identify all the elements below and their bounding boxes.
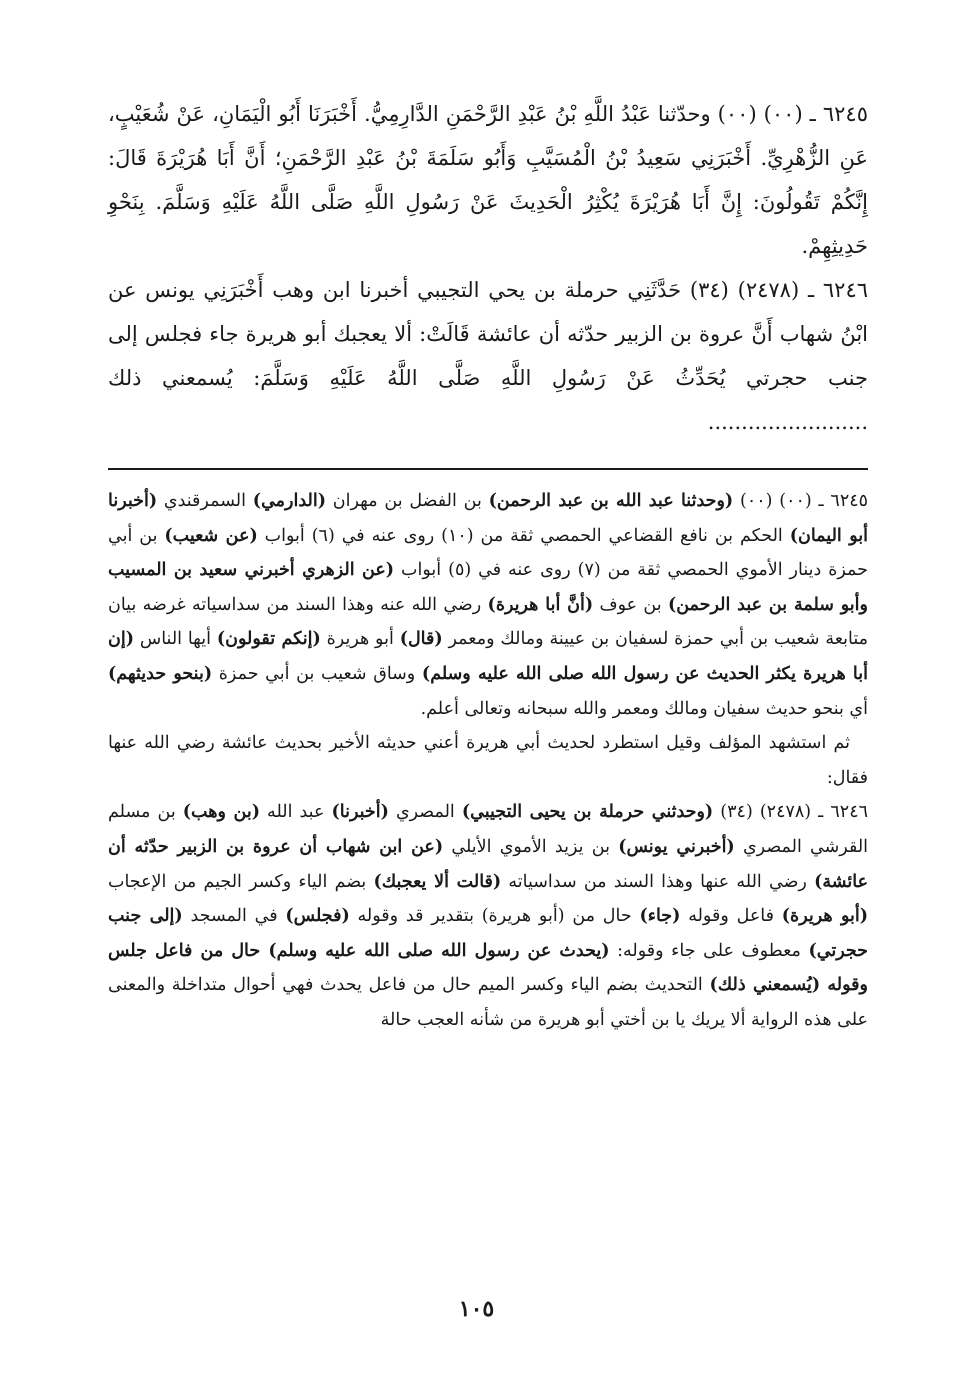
commentary-text: رضي الله عنه وهذا السند من سداسياته غرضه بيان متابعة شعيب بن أبي حمزة لسفيان بن عيينة ومالك ومعمر	[108, 594, 869, 650]
commentary-quote: (وحدثني حرملة بن يحيى التجيبي)	[461, 802, 714, 823]
commentary-text: بن مسلم القرشي المصري	[108, 802, 869, 857]
commentary-quote: (إنكم تقولون)	[216, 629, 321, 650]
commentary-text: حال من (أبو هريرة) بتقدير قد وقوله	[349, 906, 640, 927]
commentary-quote: (فجلس)	[285, 906, 350, 927]
commentary-section	[108, 484, 868, 1038]
commentary-quote: (يحدث عن رسول الله صلى الله عليه وسلم) حال من فاعل جلس وقوله (يُسمعني ذلك)	[108, 940, 868, 996]
commentary-text: فاعل وقوله	[680, 906, 782, 927]
commentary-quote: (أخبرني يونس)	[618, 836, 735, 857]
commentary-quote: (وحدثنا عبد الله بن عبد الرحمن)	[488, 491, 734, 511]
commentary-text: بن عوف	[593, 594, 668, 615]
commentary-text: رضي الله عنها وهذا السند من سداسياته	[501, 871, 815, 892]
commentary-text: بن يزيد الأموي الأيلي	[443, 836, 619, 857]
commentary-quote: (بنحو حديثهم)	[108, 663, 213, 684]
commentary-text: معطوف على جاء وقوله:	[609, 940, 809, 961]
commentary-text: أبو هريرة	[320, 629, 400, 650]
commentary-quote: (إن أبا هريرة يكثر الحديث عن رسول الله صلى الله عليه وسلم)	[108, 629, 868, 684]
commentary-text: أيها الناس	[134, 629, 217, 650]
commentary-quote: (قال)	[399, 629, 443, 650]
commentary-text: بن أبي حمزة دينار الأموي الحمصي ثقة من (٧) روى عنه في (٥) أبواب	[108, 525, 868, 581]
commentary-text: عبد الله	[259, 802, 332, 823]
commentary-quote: (قالت ألا يعجبك)	[373, 871, 502, 892]
hadith-6245: ٦٢٤٥ ـ (٠٠) (٠٠) وحدّثنا عَبْدُ اللَّهِ بْنُ عَبْدِ الرَّحْمَنِ الدَّارِمِيُّ. أَخْبَرَنَا أَبُو الْيَمَانِ، عَنْ شُعَيْبٍ، عَنِ الزُّهْرِيِّ. أَخْبَرَنِي سَعِيدُ بْنُ الْمُسَيَّبِ وَأَبُو سَلَمَةَ بْنُ عَبْدِ الرَّحْمَنِ؛ أَنَّ أَبَا هُرَيْرَةَ قَالَ: إِنَّكُمْ تَقُولُونَ: إِنَّ أَبَا هُرَيْرَةَ يُكْثِرُ الْحَدِيثَ عَنْ رَسُولِ اللَّهِ صَلَّى اللَّهُ عَلَيْهِ وَسَلَّمَ. بِنَحْوِ حَدِيثِهِمْ.	[108, 102, 868, 258]
commentary-text: أي بنحو حديث سفيان ومالك ومعمر والله سبحانه وتعالى أعلم.	[420, 698, 868, 719]
commentary-quote: (عن الزهري أخبرني سعيد بن المسيب وأبو سلمة بن عبد الرحمن)	[108, 560, 868, 615]
commentary-quote: (بن وهب)	[182, 802, 260, 823]
commentary-text: السمرقندي	[157, 491, 253, 511]
commentary-quote: (عن ابن شهاب أن عروة بن الزبير حدّثه أن عائشة)	[108, 836, 869, 892]
hadith-text-section	[108, 92, 868, 444]
page-content	[108, 92, 868, 1343]
commentary-text: بضم الياء وكسر الجيم من الإعجاب	[108, 871, 374, 892]
commentary-quote: (عن شعيب)	[164, 525, 258, 546]
commentary-text: التحديث بضم الياء وكسر الميم حال من فاعل يحدث فهي أحوال متداخلة والمعنى على هذه الرواية ألا يريك يا بن أختي أبو هريرة من شأنه العجب حالة	[108, 975, 868, 1030]
commentary-text: بن الفضل بن مهران	[326, 491, 489, 511]
commentary-quote: (جاء)	[639, 906, 681, 927]
commentary-quote: (أخبرنا)	[331, 802, 389, 823]
hadith-6246: ٦٢٤٦ ـ (٢٤٧٨) (٣٤) حَدَّثَنِي حرملة بن يحي التجيبي أخبرنا ابن وهب أَخْبَرَنِي يونس عن ابْنُ شهاب أَنَّ عروة بن الزبير حدّثه أن عائشة قَالَتْ: ألا يعجبك أبو هريرة جاء فجلس إلى جنب حجرتي يُحَدِّثُ عَنْ رَسُولِ اللَّهِ صَلَّى اللَّهُ عَلَيْهِ وَسَلَّمَ: يُسمعني ذلك ........................	[108, 278, 869, 434]
commentary-6245	[108, 484, 868, 726]
commentary-text: ٦٢٤٥ ـ (٠٠) (٠٠)	[733, 491, 869, 511]
commentary-6246	[108, 795, 868, 1037]
commentary-text: ٦٢٤٦ ـ (٢٤٧٨) (٣٤)	[713, 802, 868, 823]
commentary-text: المصري	[388, 802, 462, 823]
commentary-quote: (أبو هريرة)	[781, 906, 868, 927]
commentary-quote: (الدارمي)	[252, 491, 327, 511]
page-number: ١٠٥	[458, 1296, 495, 1322]
commentary-quote: (أخبرنا أبو اليمان)	[108, 491, 868, 546]
commentary-quote: (إلى جنب حجرتي)	[108, 906, 868, 961]
commentary-quote: (أنَّ أبا هريرة)	[487, 594, 594, 615]
commentary-transition: ثم استشهد المؤلف وقيل استطرد لحديث أبي هريرة أعني حديثه الأخير بحديث عائشة رضي الله عنها فقال:	[108, 733, 868, 788]
commentary-text: في المسجد	[182, 906, 286, 927]
commentary-text: الحكم بن نافع القضاعي الحمصي ثقة من (١٠) روى عنه في (٦) أبواب	[257, 525, 790, 546]
footnote-divider	[108, 468, 868, 470]
commentary-text: وساق شعيب بن أبي حمزة	[212, 663, 422, 684]
